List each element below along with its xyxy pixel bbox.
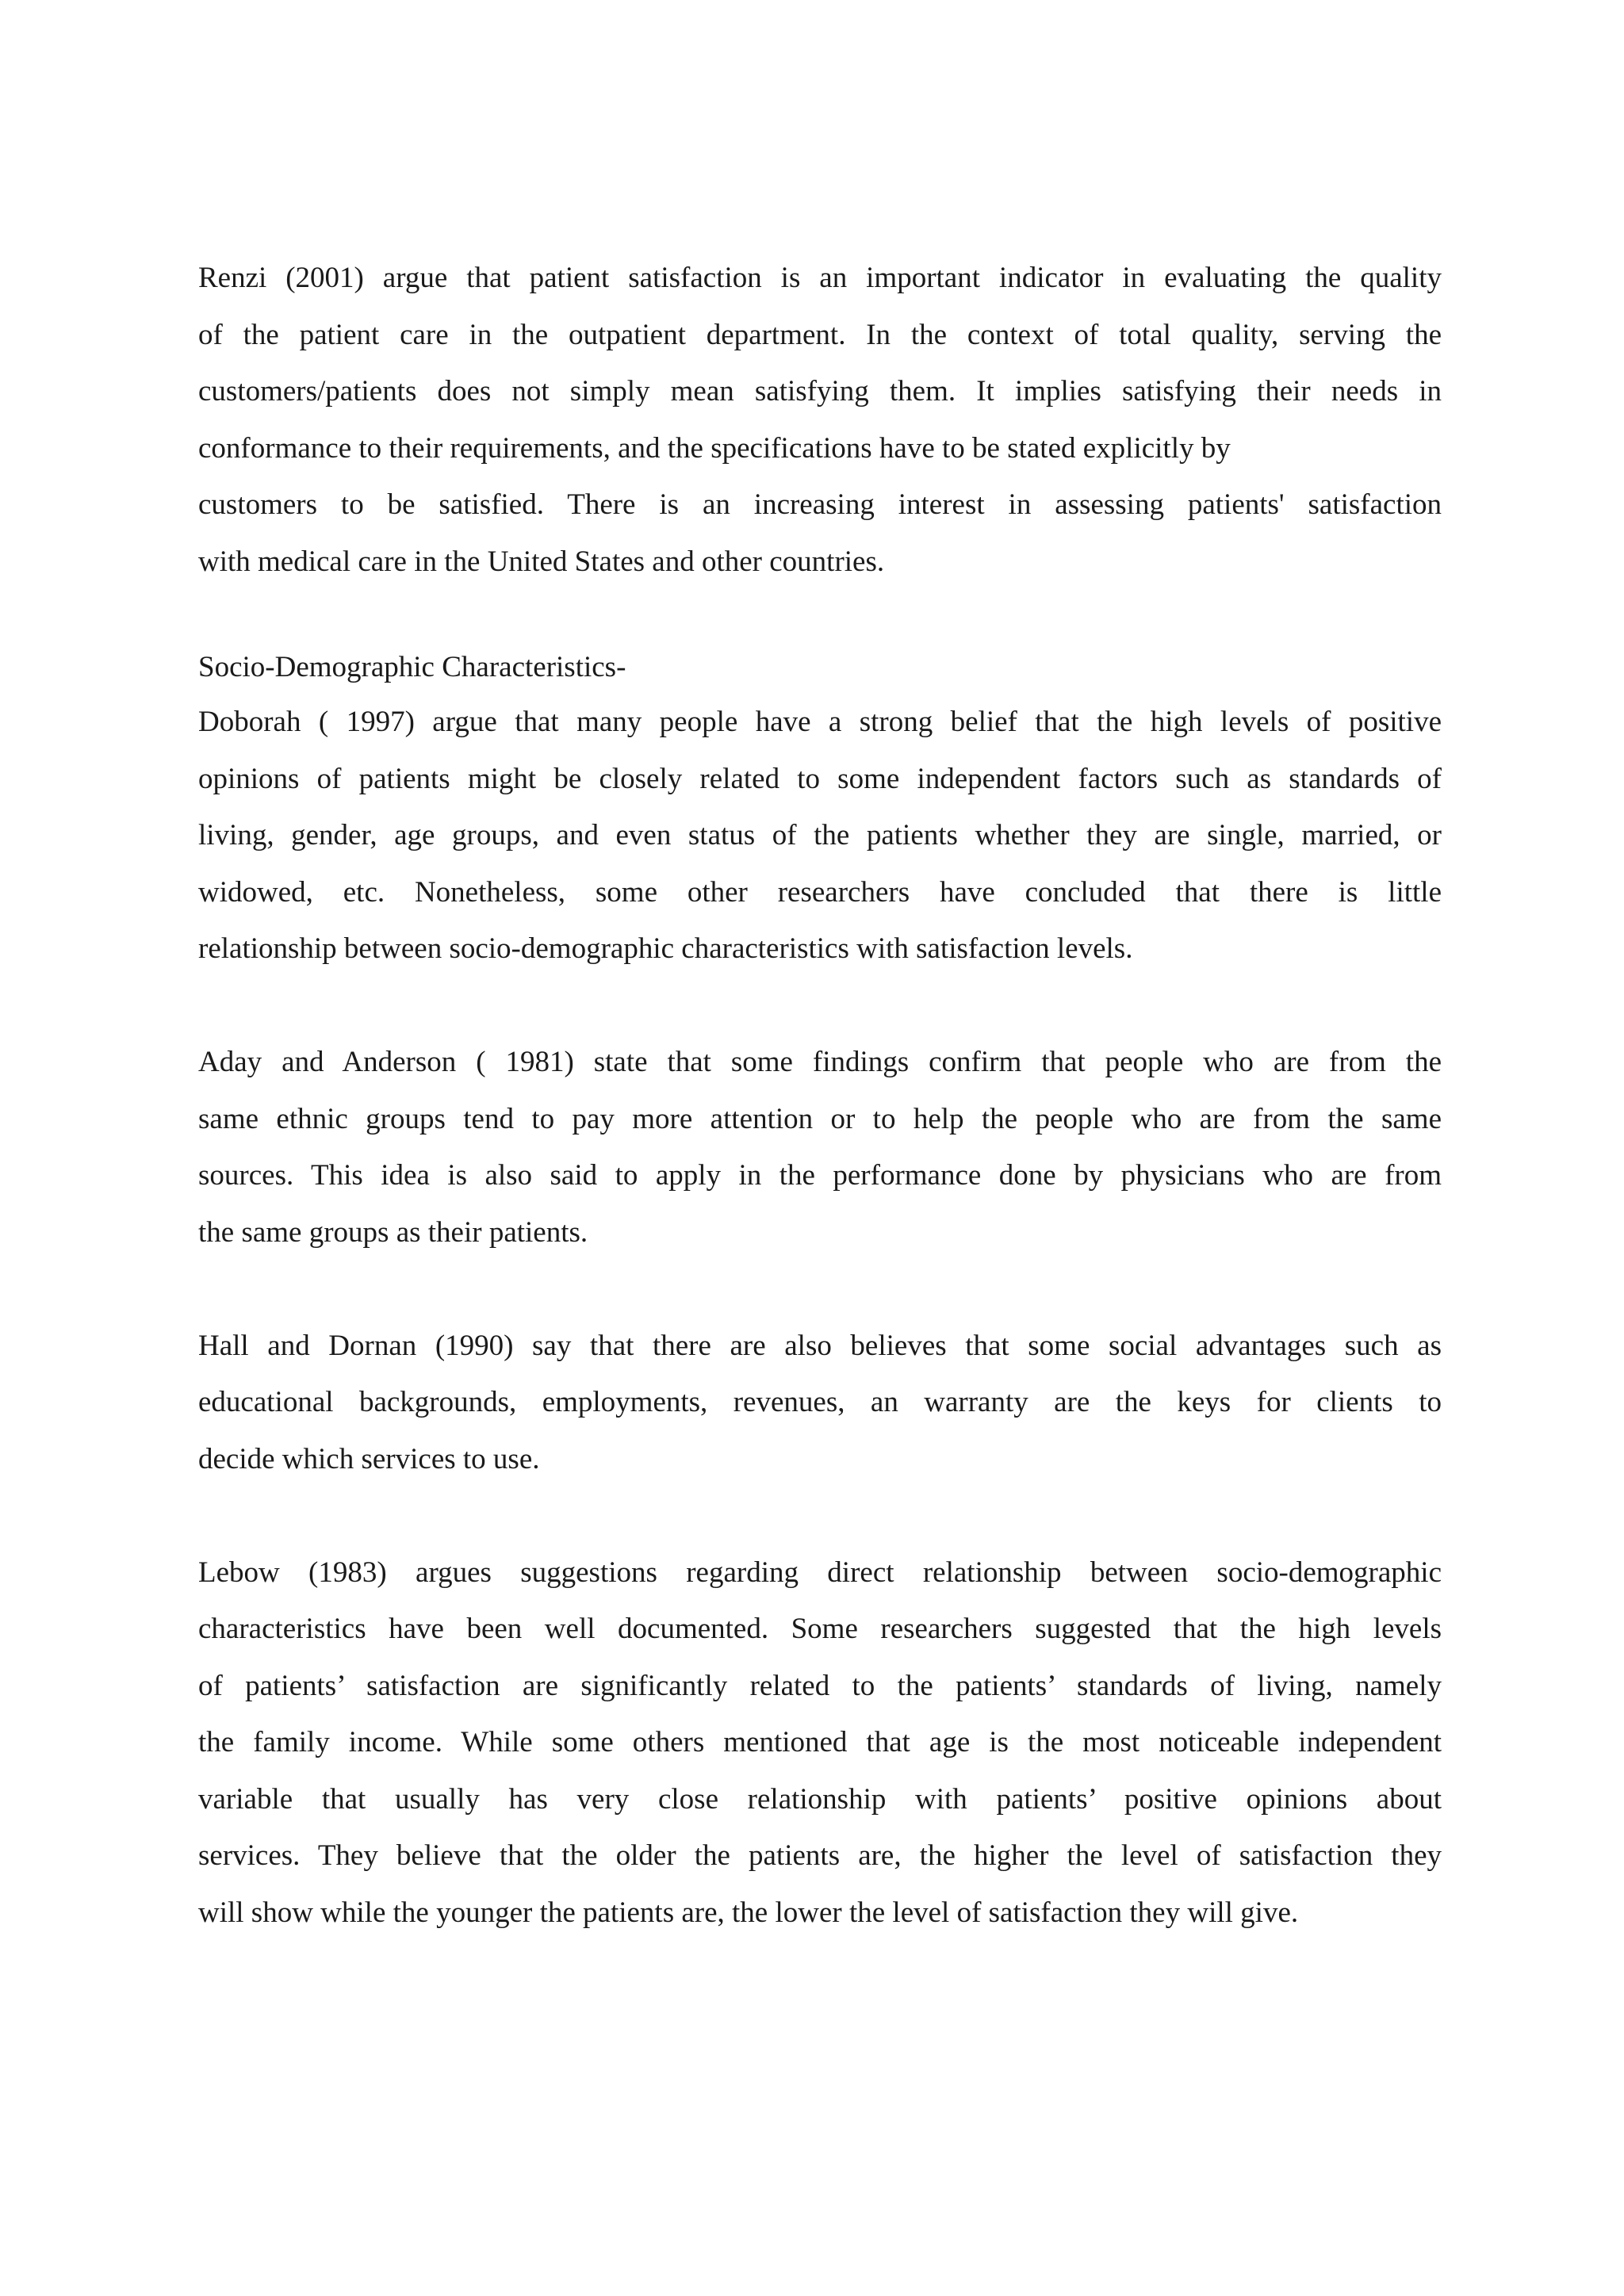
- paragraph-line: living, gender, age groups, and even status of the patients whether they are single, married, or: [198, 819, 1442, 851]
- paragraph-line: with medical care in the United States and other countries.: [198, 545, 885, 578]
- paragraph-line: of the patient care in the outpatient department. In the context of total quality, serving the: [198, 318, 1442, 351]
- paragraph-line: Doborah ( 1997) argue that many people have a strong belief that the high levels of positive: [198, 706, 1442, 738]
- paragraph-line: variable that usually has very close relationship with patients’ positive opinions about: [198, 1782, 1442, 1816]
- paragraph-line: the same groups as their patients.: [198, 1215, 588, 1249]
- paragraph-line: decide which services to use.: [198, 1442, 540, 1475]
- paragraph-line: services. They believe that the older the patients are, the higher the level of satisfaction they: [198, 1839, 1442, 1872]
- paragraph-spacer: [198, 1487, 1442, 1544]
- paragraph-line: relationship between socio-demographic characteristics with satisfaction levels.: [198, 932, 1133, 965]
- paragraph-line: widowed, etc. Nonetheless, some other researchers have concluded that there is little: [198, 875, 1442, 909]
- paragraph-line: of patients’ satisfaction are significantly related to the patients’ standards of living, namely: [198, 1669, 1442, 1702]
- paragraph-line: will show while the younger the patients are, the lower the level of satisfaction they will give.: [198, 1896, 1299, 1929]
- paragraph-line: Lebow (1983) argues suggestions regarding direct relationship between socio-demographic: [198, 1556, 1442, 1589]
- paragraph-line: Aday and Anderson ( 1981) state that some findings confirm that people who are from the: [198, 1046, 1442, 1078]
- paragraph-line: customers to be satisfied. There is an increasing interest in assessing patients' satisfaction: [198, 488, 1442, 521]
- paragraph-spacer: [198, 978, 1442, 1035]
- paragraph-renzi: [198, 250, 1442, 590]
- paragraph-line: same ethnic groups tend to pay more attention or to help the people who are from the same: [198, 1102, 1442, 1135]
- paragraph-line: Hall and Dornan (1990) say that there are also believes that some social advantages such as: [198, 1329, 1442, 1362]
- paragraph-aday: [198, 1034, 1442, 1261]
- paragraph-doborah: [198, 694, 1442, 978]
- section-heading: Socio-Demographic Characteristics-: [198, 651, 626, 683]
- paragraph-line: opinions of patients might be closely related to some independent factors such as standards of: [198, 762, 1442, 795]
- paragraph-line: sources. This idea is also said to apply in the performance done by physicians who are from: [198, 1159, 1442, 1192]
- paragraph-line: Renzi (2001) argue that patient satisfaction is an important indicator in evaluating the quality: [198, 262, 1442, 294]
- paragraph-hall: [198, 1318, 1442, 1488]
- document-body: [198, 250, 1442, 1941]
- paragraph-line: the family income. While some others mentioned that age is the most noticeable independent: [198, 1726, 1442, 1758]
- paragraph-line: characteristics have been well documented. Some researchers suggested that the high levels: [198, 1613, 1442, 1645]
- paragraph-lebow: [198, 1544, 1442, 1942]
- paragraph-spacer: [198, 1261, 1442, 1318]
- paragraph-line: conformance to their requirements, and the specifications have to be stated explicitly by: [198, 431, 1231, 465]
- paragraph-line: educational backgrounds, employments, revenues, an warranty are the keys for clients to: [198, 1386, 1442, 1418]
- paragraph-spacer: [198, 590, 1442, 641]
- paragraph-line: customers/patients does not simply mean satisfying them. It implies satisfying their needs in: [198, 375, 1442, 408]
